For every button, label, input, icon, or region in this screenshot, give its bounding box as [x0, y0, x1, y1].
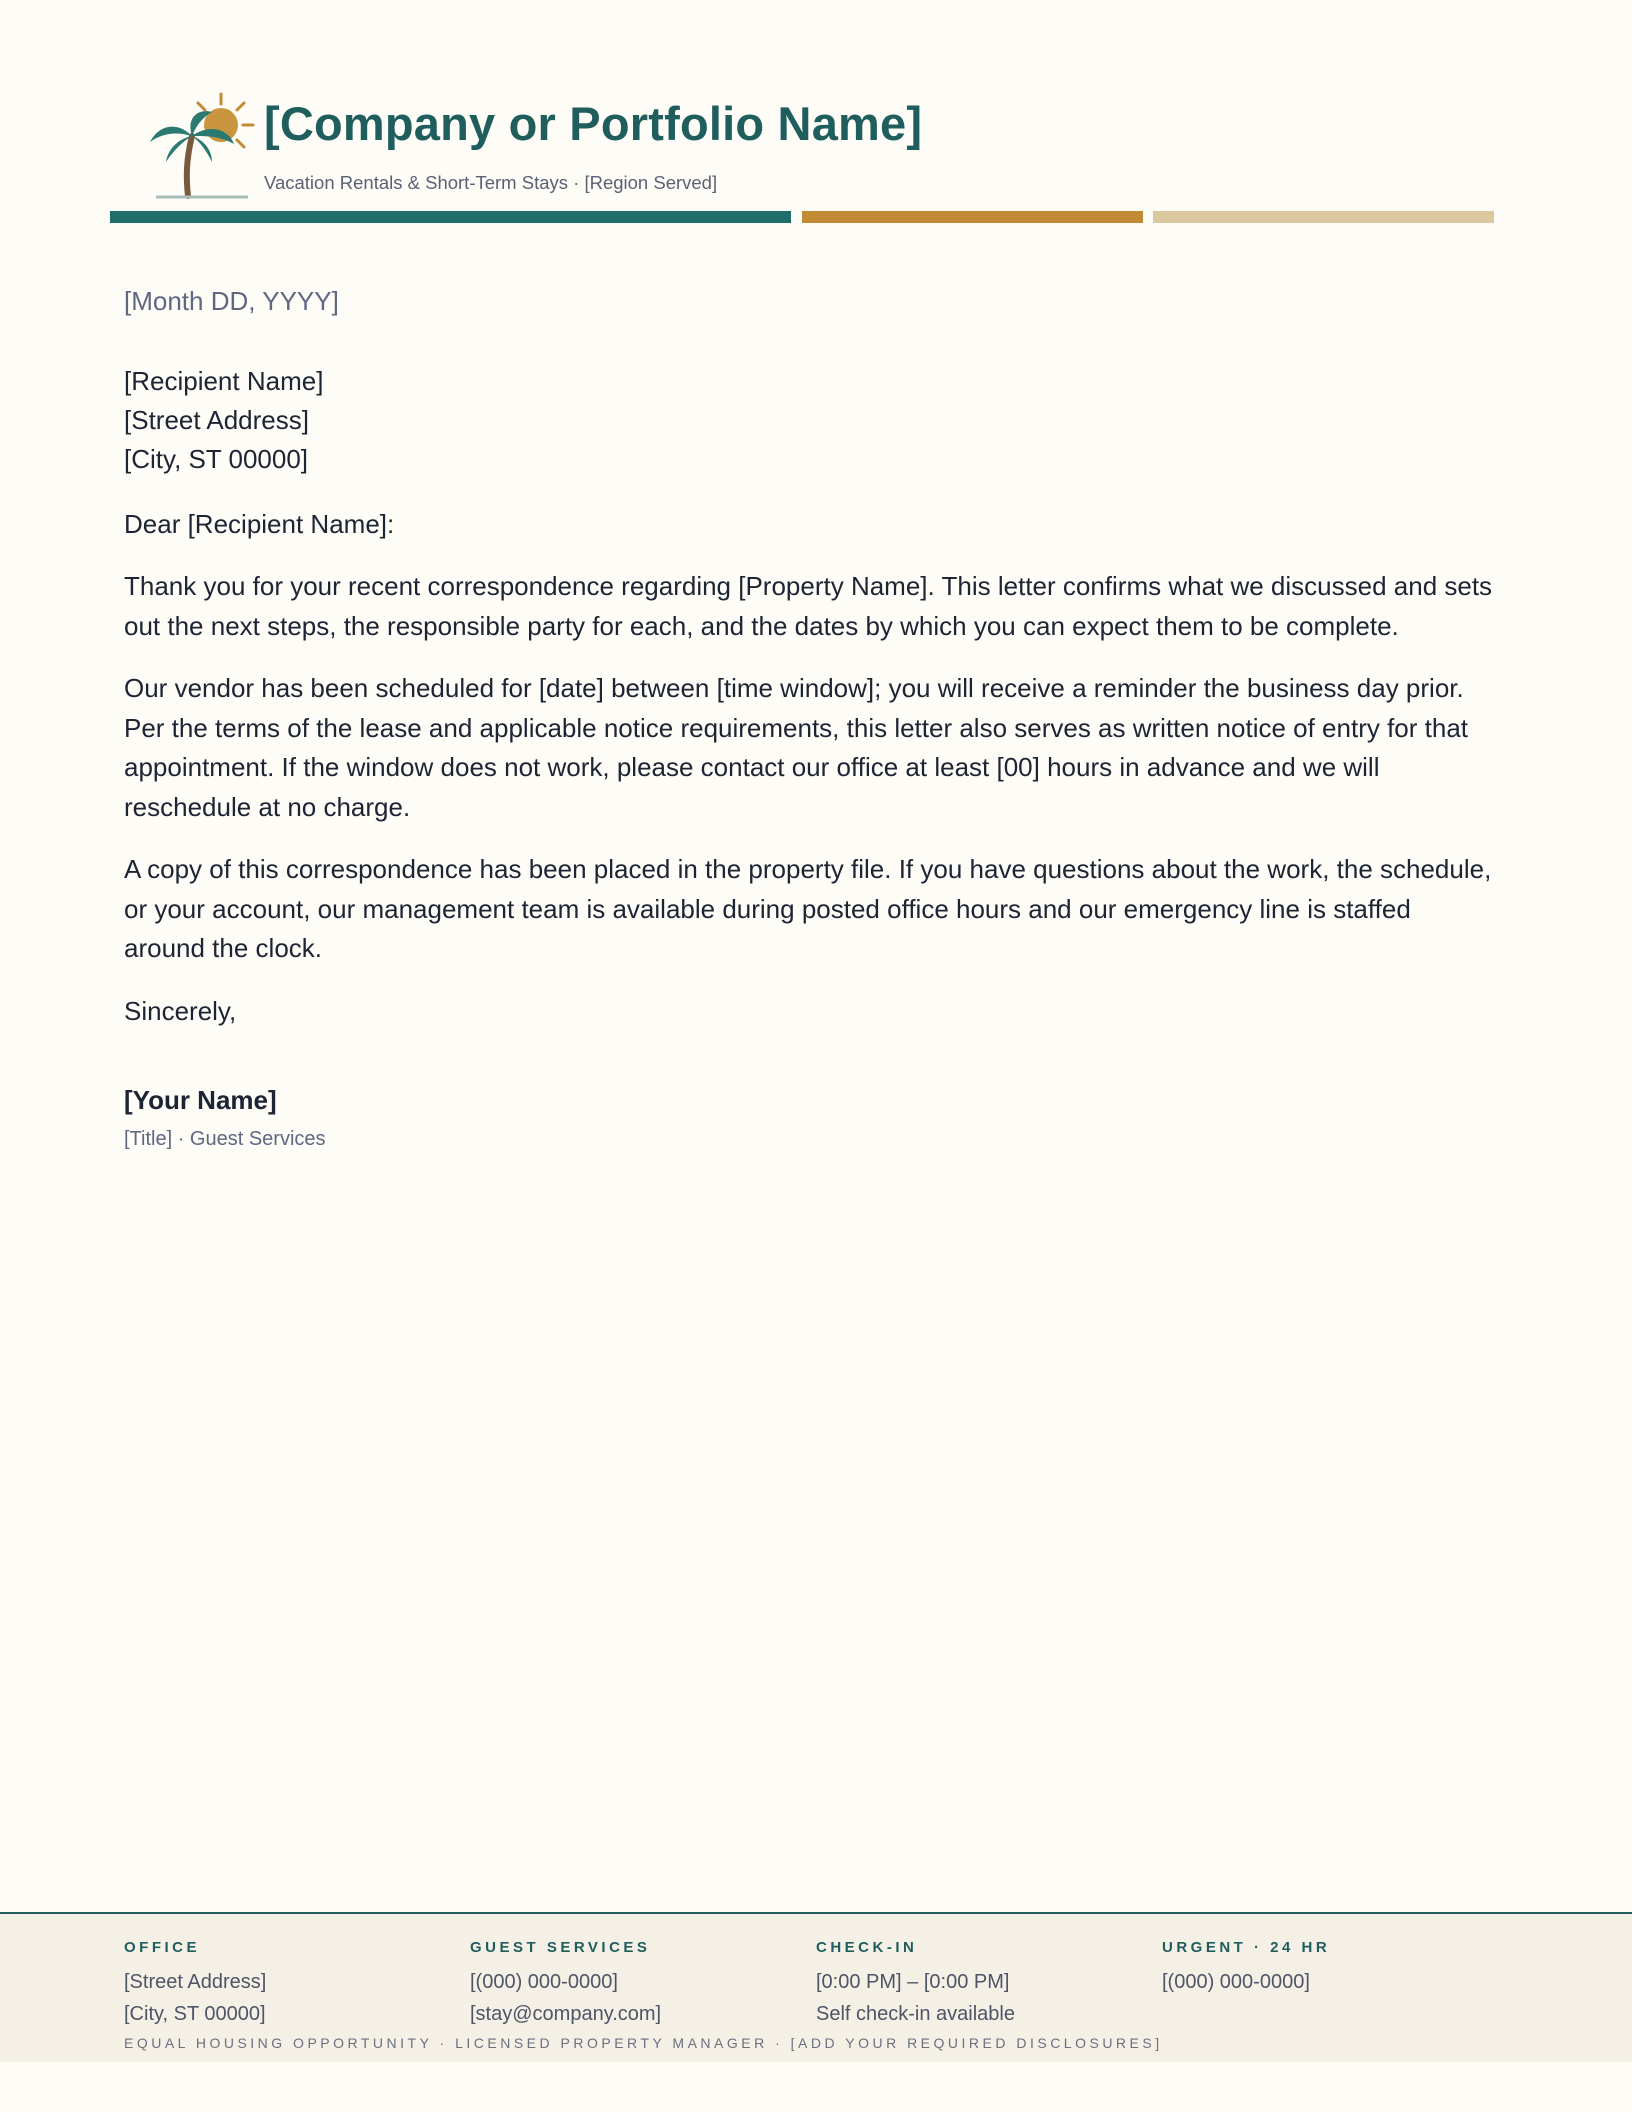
teal-bar	[110, 211, 791, 223]
footer-line: [0:00 PM] – [0:00 PM]	[816, 1971, 1010, 1993]
footer	[0, 1912, 1632, 2062]
signer-name: [Your Name]	[124, 1084, 277, 1115]
footer-phone: [(000) 000-0000]	[1162, 1971, 1310, 1993]
recipient-city: [City, ST 00000]	[124, 444, 309, 474]
footer-label: GUEST SERVICES	[470, 1939, 651, 1956]
recipient-address	[124, 362, 1494, 479]
company-name: [Company or Portfolio Name]	[264, 97, 923, 150]
footer-phone: [(000) 000-0000]	[470, 1971, 618, 1993]
signer-title: [Title] · Guest Services	[124, 1127, 326, 1150]
footer-disclosure: EQUAL HOUSING OPPORTUNITY · LICENSED PROPERTY MANAGER · [ADD YOUR REQUIRED DISCLOSURES]	[124, 2035, 1163, 2051]
header-divider-bars	[110, 211, 1494, 223]
salutation: Dear [Recipient Name]:	[124, 509, 395, 539]
closing: Sincerely,	[124, 995, 237, 1026]
footer-label: OFFICE	[124, 1939, 200, 1956]
footer-line: Self check-in available	[816, 2003, 1015, 2025]
recipient-street: [Street Address]	[124, 405, 309, 435]
letter-date: [Month DD, YYYY]	[124, 286, 339, 316]
footer-guest-services	[470, 1938, 661, 2030]
footer-label: URGENT · 24 HR	[1162, 1939, 1331, 1956]
paragraph: Our vendor has been scheduled for [date] between [time window]; you will receive a reminder the business day prior. Per the terms of the lease and applicable notice requirements, this letter also serves as written notice of entry for that appointment. If the window does not work, please contact our office at least [00] hours in advance and we will reschedule at no charge.	[124, 673, 1469, 822]
footer-check-in	[816, 1938, 1015, 2030]
sand-bar	[1153, 211, 1494, 223]
footer-line: [City, ST 00000]	[124, 2003, 266, 2025]
footer-line: [Street Address]	[124, 1971, 267, 1993]
letterhead	[110, 90, 1494, 225]
paragraph: A copy of this correspondence has been placed in the property file. If you have questions about the work, the schedule, or your account, our management team is available during posted office hours and our emergency line is staffed around the clock.	[124, 854, 1492, 963]
company-tagline: Vacation Rentals & Short-Term Stays · [Region Served]	[264, 172, 718, 193]
footer-label: CHECK-IN	[816, 1939, 918, 1956]
recipient-name: [Recipient Name]	[124, 366, 324, 396]
footer-office	[124, 1938, 266, 2030]
footer-urgent	[1162, 1938, 1330, 1998]
footer-email: [stay@company.com]	[470, 2003, 662, 2025]
letter-body	[124, 278, 1494, 1154]
gold-bar	[802, 211, 1143, 223]
paragraph: Thank you for your recent correspondence regarding [Property Name]. This letter confirms what we discussed and sets out the next steps, the responsible party for each, and the dates by which you can expect them to be complete.	[124, 571, 1493, 641]
palm-tree-sun-icon	[146, 90, 258, 202]
